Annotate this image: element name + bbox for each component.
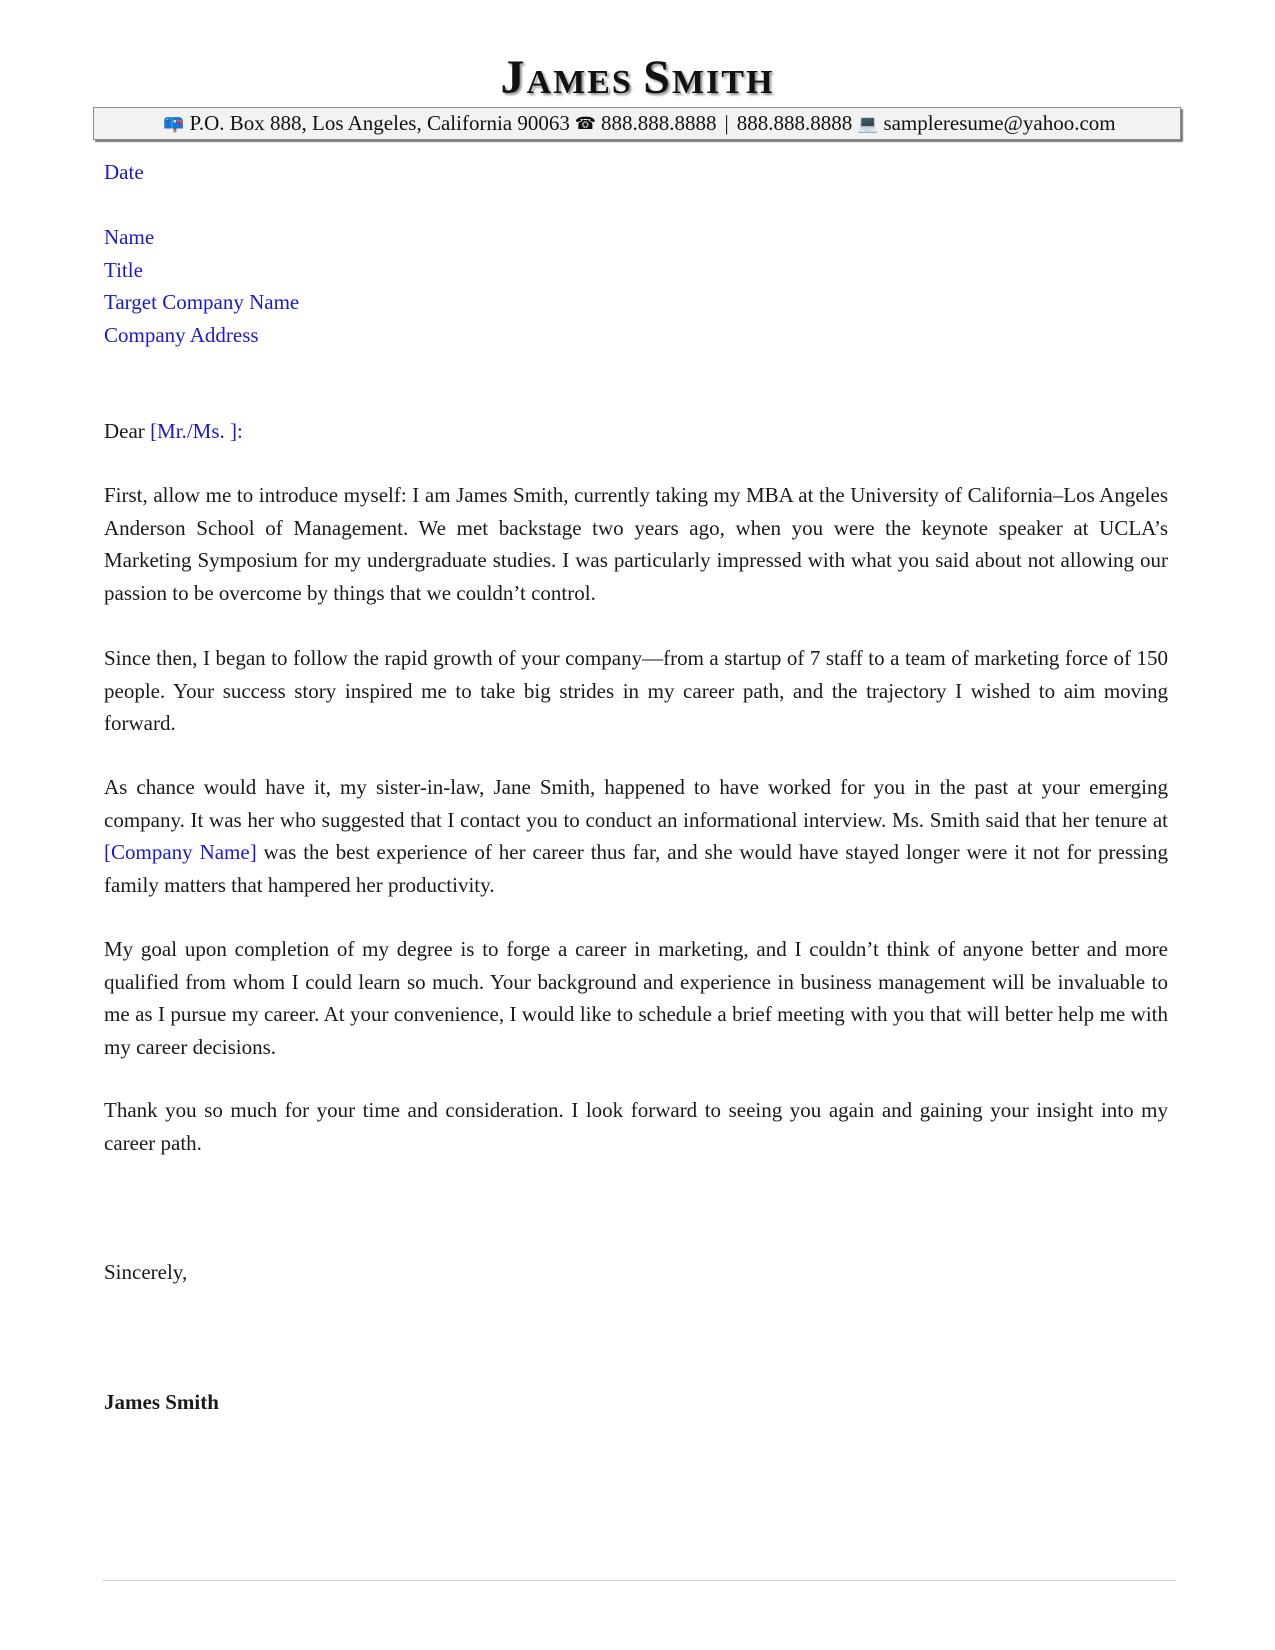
footer-divider [102, 1580, 1176, 1581]
body-paragraph-1: First, allow me to introduce myself: I am James Smith, currently taking my MBA at the University of California–Los Angeles Anderson School of Management. We met backstage two years ago, when you were the keynote speaker at UCLA’s Marketing Symposium for my undergraduate studies. I was particularly impressed with what you said about not allowing our passion to be overcome by things that we couldn’t control. [104, 483, 1168, 605]
closing-sign-off: Sincerely, [104, 1260, 188, 1284]
body-paragraph-3 [104, 771, 1168, 901]
recipient-block [104, 156, 1168, 351]
contact-phone-primary: 888.888.8888 [601, 111, 717, 135]
salutation [104, 415, 1168, 448]
name-first-rest: AMES [526, 64, 633, 101]
date-placeholder: Date [104, 160, 144, 184]
salutation-placeholder: [Mr./Ms. ]: [150, 419, 243, 443]
body-paragraph-4: My goal upon completion of my degree is to forge a career in marketing, and I couldn’t think of anyone better and more qualified from whom I could learn so much. Your background and experience in business management will be invaluable to me as I pursue my career. At your convenience, I would like to schedule a brief meeting with you that will better help me with my career decisions. [104, 937, 1168, 1059]
computer-icon: 💻 [857, 113, 879, 134]
contact-phone-separator: | [724, 111, 729, 135]
name-last-rest: MITH [671, 64, 775, 101]
name-first-initial: J [500, 51, 527, 104]
spacer [104, 189, 1168, 222]
contact-address: P.O. Box 888, Los Angeles, California 90063 [189, 111, 570, 135]
telephone-icon: ☎ [574, 113, 597, 134]
body-paragraph-5: Thank you so much for your time and consideration. I look forward to seeing you again and gaining your insight into my career path. [104, 1098, 1168, 1155]
contact-phone-secondary: 888.888.8888 [736, 111, 853, 135]
recipient-company: Target Company Name [104, 290, 300, 314]
mailbox-icon: 📪 [163, 113, 185, 134]
signature-name: James Smith [104, 1390, 219, 1414]
paragraph-3-text-before: As chance would have it, my sister-in-law, Jane Smith, happened to have worked for you in the past at your emerging company. It was her who suggested that I contact you to conduct an informational interview. Ms. Smith said that her tenure at [104, 775, 1168, 832]
paragraph-3-text-after: was the best experience of her career thus far, and she would have stayed longer were it not for pressing family matters that hampered her productivity. [104, 840, 1168, 897]
recipient-name: Name [104, 225, 155, 249]
name-last-initial: S [643, 51, 672, 104]
contact-bar [93, 107, 1181, 140]
company-name-placeholder: [Company Name] [104, 840, 257, 864]
salutation-dear: Dear [104, 419, 145, 443]
recipient-title: Title [104, 257, 143, 282]
body-paragraph-2: Since then, I began to follow the rapid growth of your company—from a startup of 7 staff to a team of marketing force of 150 people. Your success story inspired me to take big strides in my career path, and the trajectory I wished to aim moving forward. [104, 646, 1168, 735]
page-title [0, 50, 1275, 105]
recipient-address: Company Address [104, 322, 259, 347]
contact-email[interactable]: sampleresume@yahoo.com [883, 111, 1116, 135]
